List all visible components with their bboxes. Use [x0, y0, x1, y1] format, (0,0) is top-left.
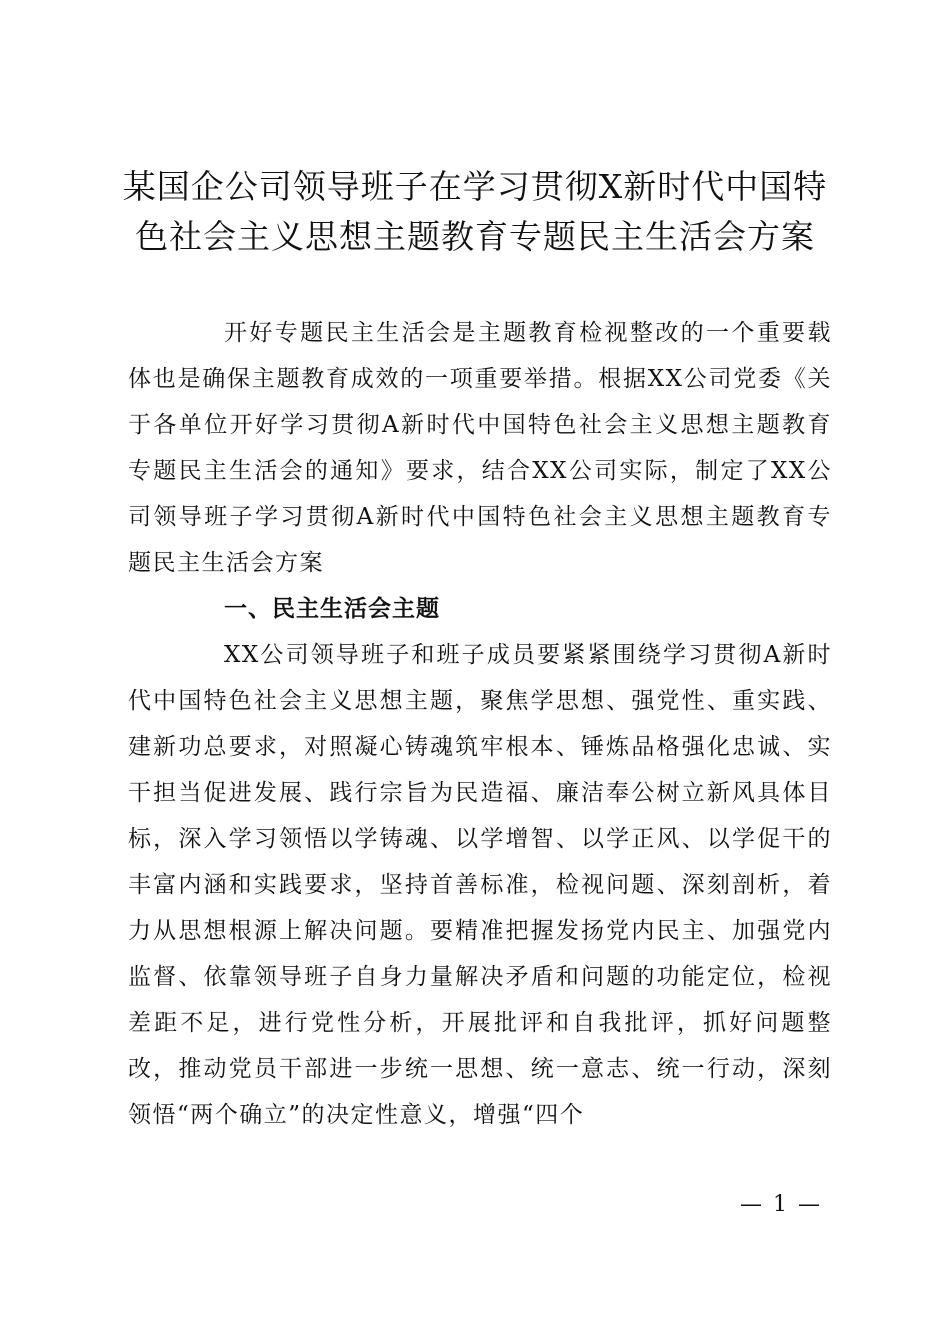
section-heading-theme: 一、民主生活会主题 — [224, 596, 440, 622]
intro-paragraph: 开好专题民主生活会是主题教育检视整改的一个重要载体也是确保主题教育成效的一项重要举措。根据XX公司党委《关于各单位开好学习贯彻A新时代中国特色社会主义思想主题教育专题民主生活会的通知》要求，结合XX公司实际，制定了XX公司领导班子学习贯彻A新时代中国特色社会主义思想主题教育专题民主生活会方案 — [128, 320, 832, 576]
section-theme-paragraph: XX公司领导班子和班子成员要紧紧围绕学习贯彻A新时代中国特色社会主义思想主题，聚焦学思想、强党性、重实践、建新功总要求，对照凝心铸魂筑牢根本、锤炼品格强化忠诚、实干担当促进发展、践行宗旨为民造福、廉洁奉公树立新风具体目标，深入学习领悟以学铸魂、以学增智、以学正风、以学促干的丰富内涵和实践要求，坚持首善标准，检视问题、深刻剖析，着力从思想根源上解决问题。要精准把握发扬党内民主、加强党内监督、依靠领导班子自身力量解决矛盾和问题的功能定位，检视差距不足，进行党性分析，开展批评和自我批评，抓好问题整改，推动党员干部进一步统一思想、统一意志、统一行动，深刻领悟“两个确立”的决定性意义，增强“四个 — [128, 642, 832, 1128]
document-title: 某国企公司领导班子在学习贯彻X新时代中国特色社会主义思想主题教育专题民主生活会方案 — [122, 167, 828, 256]
page-number: — 1 — — [740, 1192, 822, 1217]
